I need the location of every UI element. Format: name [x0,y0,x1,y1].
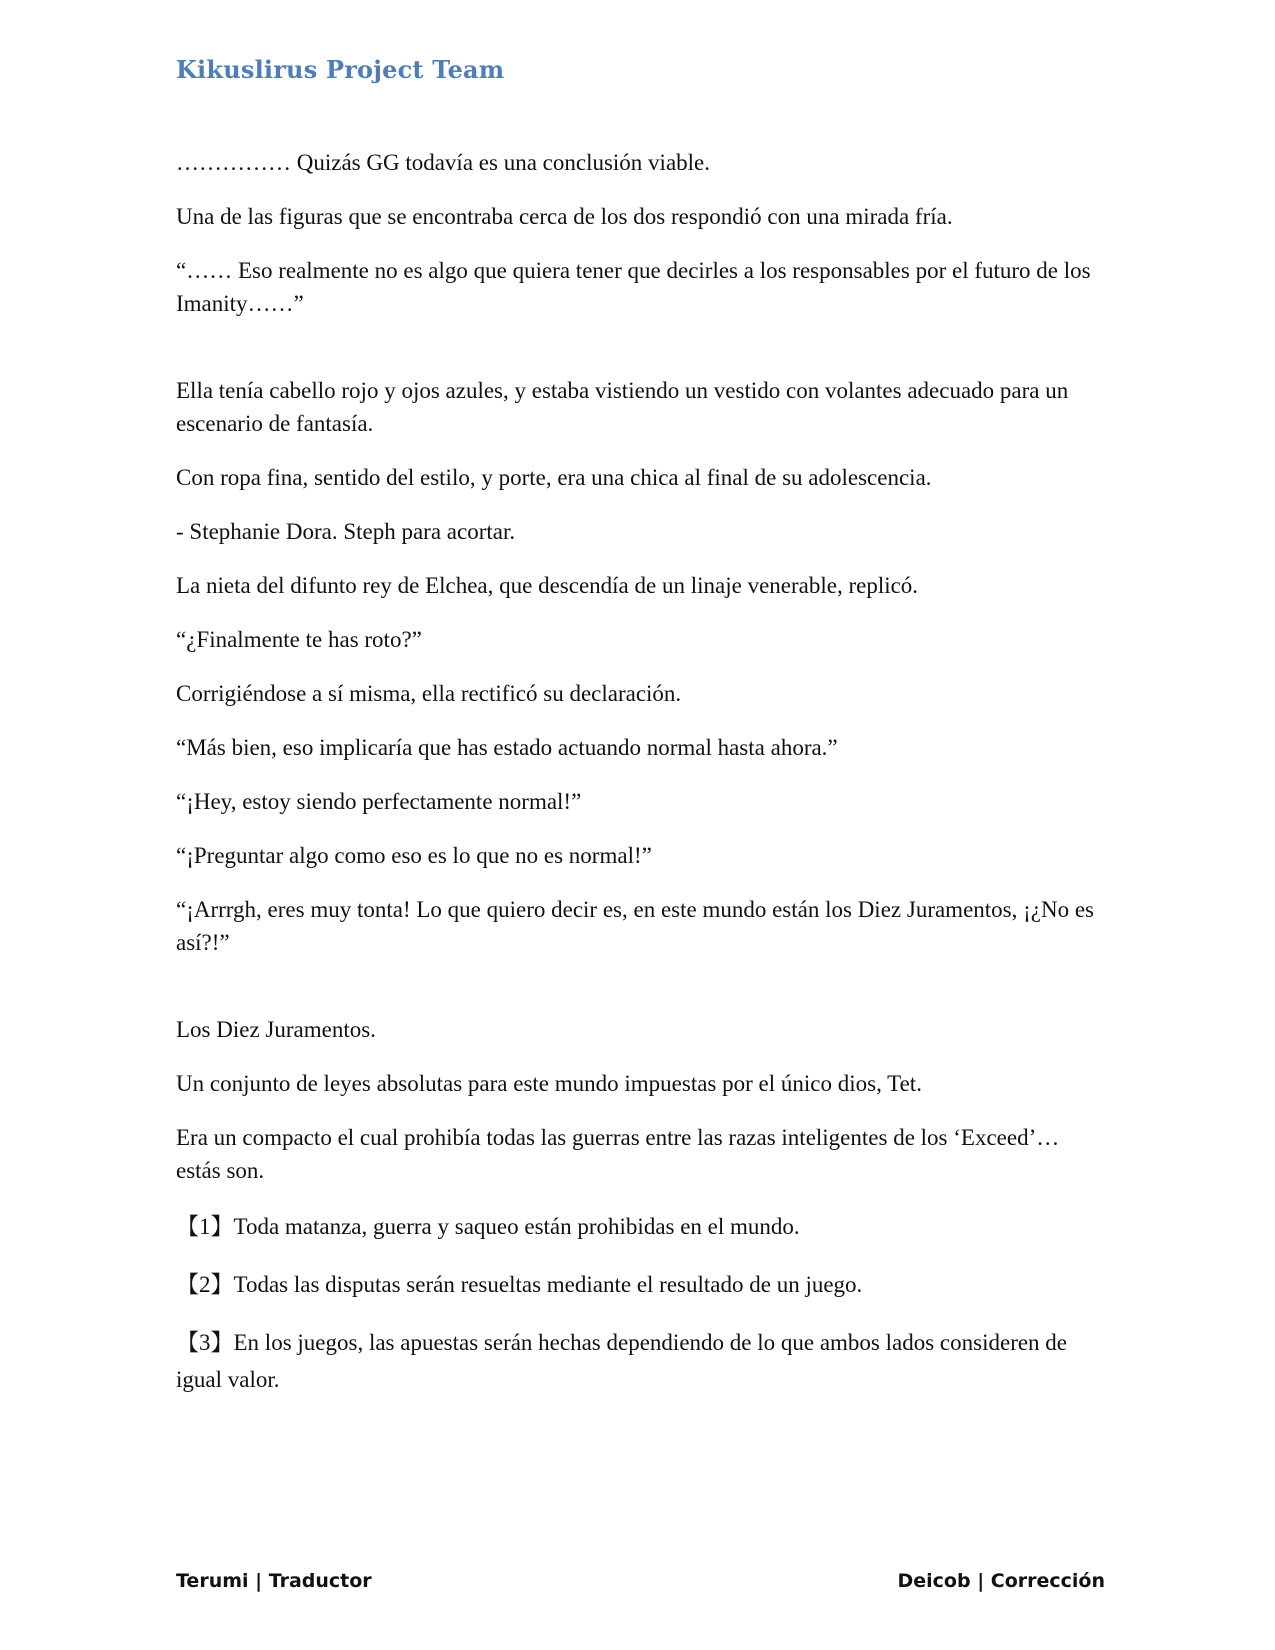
paragraph: …………… Quizás GG todavía es una conclusión viable. [176,150,710,175]
paragraph: “…… Eso realmente no es algo que quiera tener que decirles a los responsables por el futuro de los Imanity……” [176,258,1091,316]
paragraph: “Más bien, eso implicaría que has estado actuando normal hasta ahora.” [176,735,838,760]
page-header-title: Kikuslirus Project Team [176,55,505,84]
footer-proofreader-credit: Deicob | Corrección [897,1570,1105,1592]
paragraph: “¡Arrrgh, eres muy tonta! Lo que quiero decir es, en este mundo están los Diez Juramentos, ¡¿No es así?!” [176,897,1095,955]
paragraph: Era un compacto el cual prohibía todas las guerras entre las razas inteligentes de los ‘Exceed’… estás son. [176,1125,1060,1183]
paragraph: La nieta del difunto rey de Elchea, que descendía de un linaje venerable, replicó. [176,573,919,598]
paragraph: Una de las figuras que se encontraba cerca de los dos respondió con una mirada fría. [176,204,953,229]
oath-item: 【2】Todas las disputas serán resueltas mediante el resultado de un juego. [176,1272,863,1297]
paragraph: Un conjunto de leyes absolutas para este mundo impuestas por el único dios, Tet. [176,1071,922,1096]
oath-item: 【3】En los juegos, las apuestas serán hechas dependiendo de lo que ambos lados consideren de igual valor. [176,1330,1068,1392]
paragraph: - Stephanie Dora. Steph para acortar. [176,519,516,544]
paragraph: Los Diez Juramentos. [176,1017,376,1042]
paragraph: Con ropa fina, sentido del estilo, y porte, era una chica al final de su adolescencia. [176,465,932,490]
oath-item: 【1】Toda matanza, guerra y saqueo están prohibidas en el mundo. [176,1214,800,1239]
footer-translator-credit: Terumi | Traductor [176,1570,372,1592]
paragraph: “¿Finalmente te has roto?” [176,627,422,652]
paragraph: “¡Hey, estoy siendo perfectamente normal!” [176,789,582,814]
paragraph: “¡Preguntar algo como eso es lo que no es normal!” [176,843,652,868]
paragraph: Corrigiéndose a sí misma, ella rectificó su declaración. [176,681,682,706]
paragraph: Ella tenía cabello rojo y ojos azules, y estaba vistiendo un vestido con volantes adecuado para un escenario de fantasía. [176,378,1069,436]
document-body [176,146,1106,1419]
